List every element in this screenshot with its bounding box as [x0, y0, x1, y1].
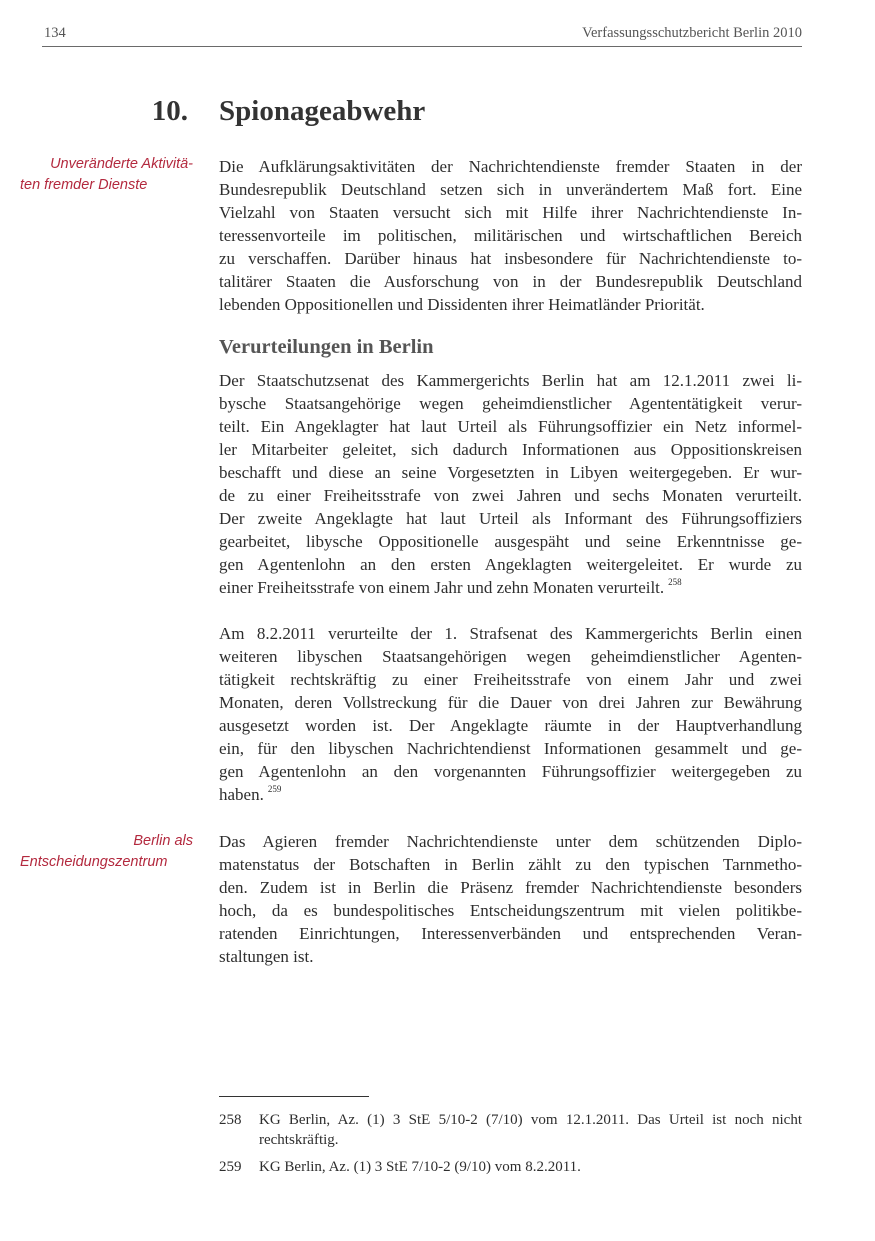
margin-note-line	[20, 831, 193, 852]
paragraph-diplomatic-cover	[219, 830, 802, 968]
body-line-text: hoch, da es bundespolitisches Entscheidungszentrum mit vielen politikbe-	[219, 901, 802, 920]
body-line-text: gen Agentenlohn an den ersten Angeklagten weitergeleitet. Er wurde zu	[219, 555, 802, 574]
body-line	[219, 369, 802, 392]
body-line	[219, 622, 802, 645]
body-line	[219, 783, 802, 806]
body-line-text: lebenden Oppositionellen und Dissidenten ihrer Heimatländer Priorität.	[219, 295, 705, 314]
footnote-258	[219, 1110, 802, 1150]
body-line	[219, 830, 802, 853]
body-line	[219, 155, 802, 178]
body-line	[219, 691, 802, 714]
body-line-text: Vielzahl von Staaten versucht sich mit Hilfe ihrer Nachrichtendienste In-	[219, 203, 802, 222]
body-line	[219, 461, 802, 484]
body-line-text: beschafft und diese an seine Vorgesetzten in Libyen weitergegeben. Er wur-	[219, 463, 802, 482]
body-line-text: Der Staatschutzsenat des Kammergerichts Berlin hat am 12.1.2011 zwei li-	[219, 371, 802, 390]
margin-note-line	[20, 154, 193, 175]
body-line	[219, 530, 802, 553]
body-line-text: staltungen ist.	[219, 947, 314, 966]
chapter-title: Spionageabwehr	[219, 95, 426, 127]
footnote-text	[259, 1110, 802, 1150]
body-line-text: teilt. Ein Angeklagter hat laut Urteil als Führungsoffizier ein Netz informel-	[219, 417, 802, 436]
body-line-text: gearbeitet, libysche Oppositionelle ausgespäht und seine Erkenntnisse ge-	[219, 532, 802, 551]
body-line-text: matenstatus der Botschaften in Berlin zählt zu den typischen Tarnmetho-	[219, 855, 802, 874]
margin-note-decision-center	[20, 831, 193, 872]
body-line	[219, 876, 802, 899]
footnote-line-text: KG Berlin, Az. (1) 3 StE 5/10-2 (7/10) vom 12.1.2011. Das Urteil ist noch nicht	[259, 1112, 802, 1128]
body-line	[219, 737, 802, 760]
margin-note-line	[20, 852, 193, 873]
body-line-text: ler Mitarbeiter geleitet, sich dadurch Informationen aus Oppositionskreisen	[219, 440, 802, 459]
margin-note-line	[20, 175, 193, 196]
body-line-text: Der zweite Angeklagte hat laut Urteil als Informant des Führungsoffiziers	[219, 509, 802, 528]
body-line	[219, 415, 802, 438]
footnote-line-text: KG Berlin, Az. (1) 3 StE 7/10-2 (9/10) vom 8.2.2011.	[259, 1159, 581, 1175]
page-number: 134	[44, 25, 66, 41]
body-line	[219, 576, 802, 599]
body-line	[219, 438, 802, 461]
footnote-line	[259, 1130, 802, 1150]
body-line	[219, 392, 802, 415]
footnote-line	[259, 1110, 802, 1130]
body-line	[219, 178, 802, 201]
footnote-259	[219, 1157, 802, 1177]
footnote-divider	[219, 1096, 369, 1097]
chapter-number: 10.	[151, 95, 188, 127]
body-line	[219, 645, 802, 668]
paragraph-convictions-2	[219, 622, 802, 806]
body-line-text: tätigkeit rechtskräftig zu einer Freiheitsstrafe von einem Jahr und zwei	[219, 670, 802, 689]
margin-note-line-text: Unveränderte Aktivitä-	[50, 156, 193, 172]
body-line-text: Monaten, deren Vollstreckung für die Dauer von drei Jahren zur Bewährung	[219, 693, 802, 712]
body-line	[219, 853, 802, 876]
footnote-line	[259, 1157, 802, 1177]
body-line	[219, 201, 802, 224]
body-line	[219, 293, 802, 316]
footnote-number: 258	[219, 1112, 242, 1128]
body-line	[219, 922, 802, 945]
body-line-text: einer Freiheitsstrafe von einem Jahr und zehn Monaten verurteilt.	[219, 578, 665, 597]
margin-note-activities	[20, 154, 193, 195]
body-line-text: Das Agieren fremder Nachrichtendienste unter dem schützenden Diplo-	[219, 832, 802, 851]
margin-note-line-text: ten fremder Dienste	[20, 176, 148, 193]
body-line	[219, 247, 802, 270]
body-line	[219, 553, 802, 576]
body-line-text: zu verschaffen. Darüber hinaus hat insbesondere für Nachrichtendienste to-	[219, 249, 802, 268]
body-line-text: Bundesrepublik Deutschland setzen sich in unverändertem Maß fort. Eine	[219, 180, 802, 199]
body-line-text: ratenden Einrichtungen, Interessenverbänden und entsprechenden Veran-	[219, 924, 802, 943]
body-line-text: den. Zudem ist in Berlin die Präsenz fremder Nachrichtendienste besonders	[219, 878, 802, 897]
body-line	[219, 224, 802, 247]
running-title: Verfassungsschutzbericht Berlin 2010	[582, 25, 802, 41]
footnote-reference: 259	[267, 784, 282, 795]
body-line-text: ein, für den libyschen Nachrichtendienst Informationen gesammelt und ge-	[219, 739, 802, 758]
body-line-text: Die Aufklärungsaktivitäten der Nachrichtendienste fremder Staaten in der	[219, 157, 802, 176]
footnote-reference: 258	[668, 577, 682, 588]
header-divider	[42, 46, 802, 47]
body-line-text: bysche Staatsangehörige wegen geheimdienstlicher Agententätigkeit verur-	[219, 394, 802, 413]
body-line-text: weiteren libyschen Staatsangehörigen wegen geheimdienstlicher Agenten-	[219, 647, 802, 666]
section-subheading: Verurteilungen in Berlin	[219, 336, 434, 358]
body-line-text: talitärer Staaten die Ausforschung von in der Bundesrepublik Deutschland	[219, 272, 802, 291]
margin-note-line-text: Entscheidungszentrum	[20, 853, 168, 870]
body-line-text: teressenvorteile im politischen, militärischen und wirtschaftlichen Bereich	[219, 226, 802, 245]
footnote-number: 259	[219, 1159, 242, 1175]
paragraph-convictions-1	[219, 369, 802, 599]
body-line-text: gen Agentenlohn an den vorgenannten Führungsoffizier weitergegeben zu	[219, 762, 802, 781]
paragraph-intro	[219, 155, 802, 316]
body-line	[219, 270, 802, 293]
body-line	[219, 945, 802, 968]
body-line-text: de zu einer Freiheitsstrafe von zwei Jahren und sechs Monaten verurteilt.	[219, 486, 802, 505]
body-line	[219, 760, 802, 783]
footnote-text	[259, 1157, 802, 1177]
body-line	[219, 507, 802, 530]
body-line	[219, 484, 802, 507]
footnote-line-text: rechtskräftig.	[259, 1132, 339, 1148]
margin-note-line-text: Berlin als	[133, 833, 193, 849]
body-line-text: Am 8.2.2011 verurteilte der 1. Strafsenat des Kammergerichts Berlin einen	[219, 624, 802, 643]
body-line-text: haben.	[219, 785, 264, 804]
body-line-text: ausgesetzt worden ist. Der Angeklagte räumte in der Hauptverhandlung	[219, 716, 802, 735]
body-line	[219, 714, 802, 737]
body-line	[219, 668, 802, 691]
body-line	[219, 899, 802, 922]
